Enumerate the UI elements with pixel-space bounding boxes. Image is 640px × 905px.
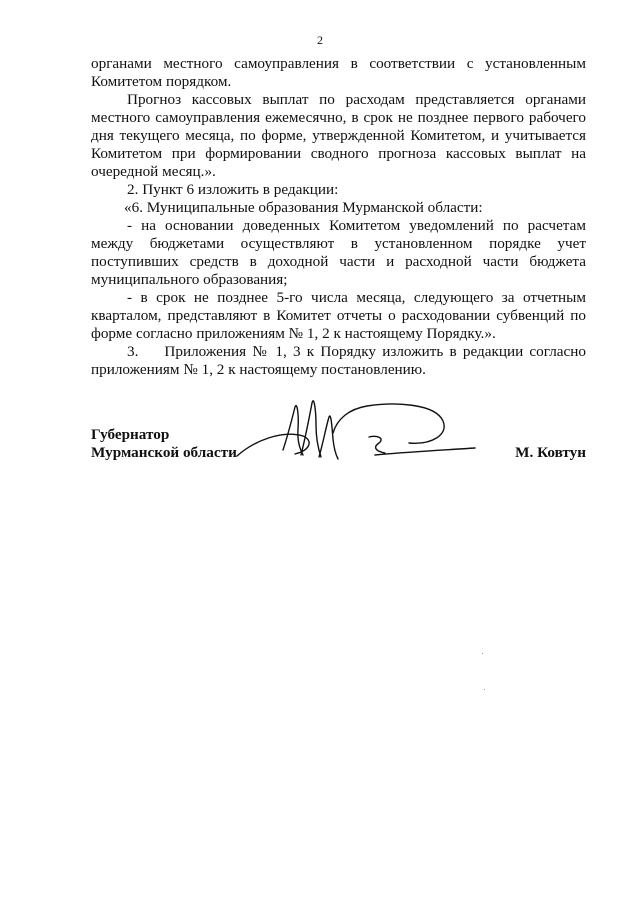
document-body (91, 55, 586, 379)
paragraph-bullet-1: - на основании доведенных Комитетом уведомлений по расчетам между бюджетами осуществляют в установленном порядке учет поступивших средств в доходной части и расходной части бюджета муниципального образования; (91, 217, 586, 288)
signer-title-line1: Губернатор (91, 426, 170, 443)
signer-name: М. Ковтун (515, 444, 586, 461)
paragraph-item-2: 2. Пункт 6 изложить в редакции: (127, 181, 339, 198)
paragraph-item-3 (91, 343, 586, 379)
scan-speck (482, 653, 483, 654)
paragraph-clause-6: «6. Муниципальные образования Мурманской области: (124, 199, 483, 216)
page-number: 2 (317, 33, 323, 47)
paragraph-forecast: Прогноз кассовых выплат по расходам представляется органами местного самоуправления ежемесячно, в срок не позднее первого рабочего дня текущего месяца, по форме, утвержденной Комитетом, и учитывается Комитетом при формировании сводного прогноза кассовых выплат на очередной месяц.». (91, 91, 586, 180)
scan-speck (484, 689, 485, 690)
item-3-number: 3. (127, 343, 139, 360)
signer-title-line2: Мурманской области (91, 444, 237, 461)
paragraph-continuation: органами местного самоуправления в соответствии с установленным Комитетом порядком. (91, 55, 586, 90)
paragraph-bullet-2: - в срок не позднее 5-го числа месяца, следующего за отчетным кварталом, представляют в Комитет отчеты о расходовании субвенций по форме согласно приложениям № 1, 2 к настоящему Порядку.». (91, 289, 586, 342)
signature-block (91, 426, 586, 462)
item-3-text: Приложения № 1, 3 к Порядку изложить в редакции согласно приложениям № 1, 2 к настоящему постановлению. (91, 343, 586, 378)
